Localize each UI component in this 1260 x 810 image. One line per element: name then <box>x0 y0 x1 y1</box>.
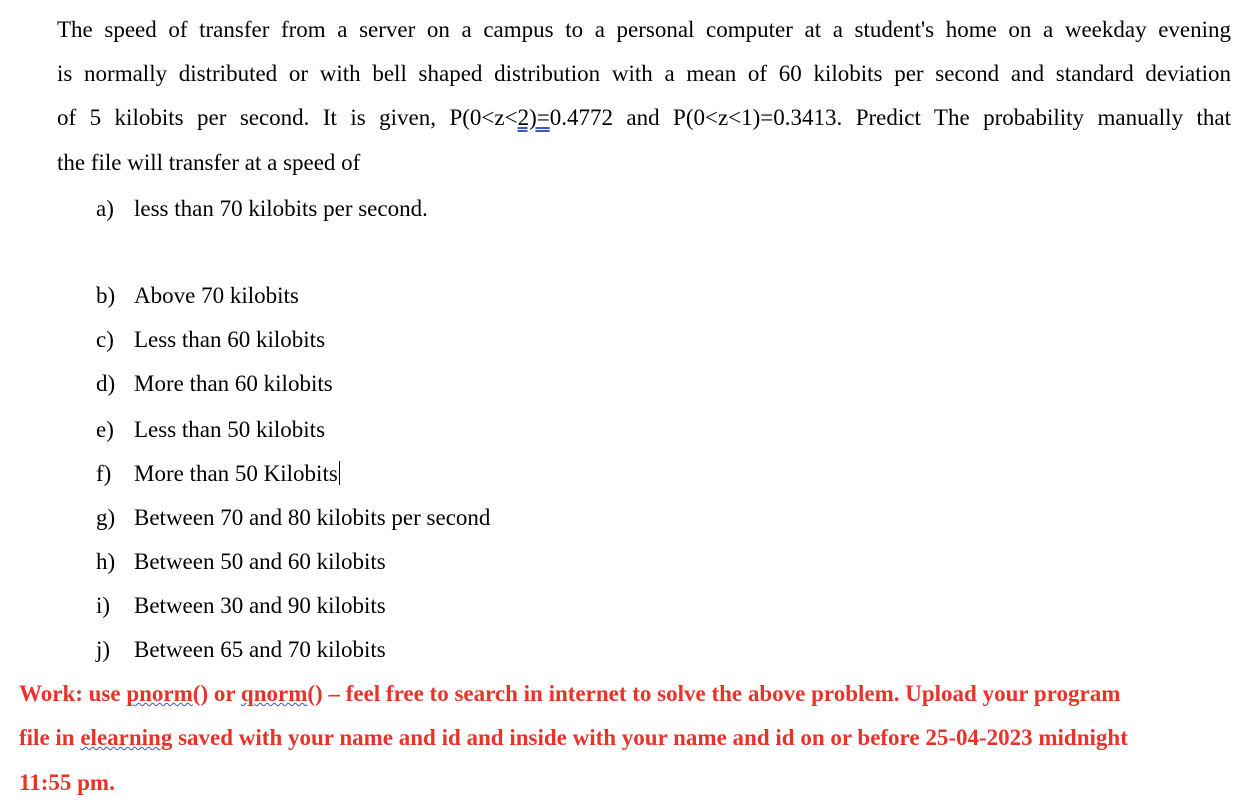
item-label: f) <box>96 461 112 486</box>
item-text: Between 30 and 90 kilobits <box>134 593 386 618</box>
list-item-h <box>96 547 386 577</box>
work-line-3: 11:55 pm. <box>19 770 115 795</box>
item-text: Between 50 and 60 kilobits <box>134 549 386 574</box>
list-item-a <box>96 194 428 224</box>
item-text: Between 70 and 80 kilobits per second <box>134 505 491 530</box>
work-line-1 <box>19 679 1120 709</box>
intro-line-3-underlined: 2)= <box>517 105 550 130</box>
intro-line-1: The speed of transfer from a server on a campus to a personal computer at a student's home on a weekday evening <box>57 17 1231 42</box>
list-item-j <box>96 635 386 665</box>
list-item-c <box>96 325 325 355</box>
item-label: d) <box>96 371 116 396</box>
intro-line-3-c: 0.4772 and P(0<z<1)=0.3413. Predict The probability manually that <box>549 105 1232 130</box>
item-text: Less than 50 kilobits <box>134 417 326 442</box>
intro-line-2: is normally distributed or with bell shaped distribution with a mean of 60 kilobits per second and standard deviation <box>57 61 1231 86</box>
work-line-2 <box>19 723 1128 753</box>
qnorm-text: qnorm <box>240 681 308 706</box>
item-label: h) <box>96 549 116 574</box>
work-text: () – feel free to search in internet to solve the above problem. Upload your program <box>307 681 1121 706</box>
work-text: () or <box>192 681 241 706</box>
item-label: g) <box>96 505 116 530</box>
work-text: saved with your name and id and inside with your name and id on or before 25-04-2023 midnight <box>172 725 1128 750</box>
work-text: Work: use <box>19 681 127 706</box>
item-text: Above 70 kilobits <box>134 283 299 308</box>
item-label: b) <box>96 283 116 308</box>
item-label: i) <box>96 593 111 618</box>
text-cursor <box>339 461 340 485</box>
list-item-f <box>96 459 340 489</box>
item-text: Less than 60 kilobits <box>134 327 326 352</box>
intro-line-4: the file will transfer at a speed of <box>57 150 361 175</box>
item-text: less than 70 kilobits per second. <box>134 196 428 221</box>
intro-line-3-a: of 5 kilobits per second. It is given, P(0<z< <box>57 105 518 130</box>
list-item-d <box>96 369 333 399</box>
item-label: c) <box>96 327 114 352</box>
item-text: More than 60 kilobits <box>134 371 333 396</box>
list-item-b <box>96 281 299 311</box>
elearning-text: elearning <box>80 725 173 750</box>
item-text: Between 65 and 70 kilobits <box>134 637 386 662</box>
item-label: e) <box>96 417 114 442</box>
item-text[interactable]: More than 50 Kilobits <box>134 461 338 486</box>
intro-line-3 <box>57 103 1231 133</box>
item-label: j) <box>96 637 111 662</box>
list-item-e <box>96 415 325 445</box>
work-text: file in <box>19 725 81 750</box>
list-item-i <box>96 591 386 621</box>
item-label: a) <box>96 196 114 221</box>
pnorm-text: pnorm <box>126 681 193 706</box>
list-item-g <box>96 503 490 533</box>
